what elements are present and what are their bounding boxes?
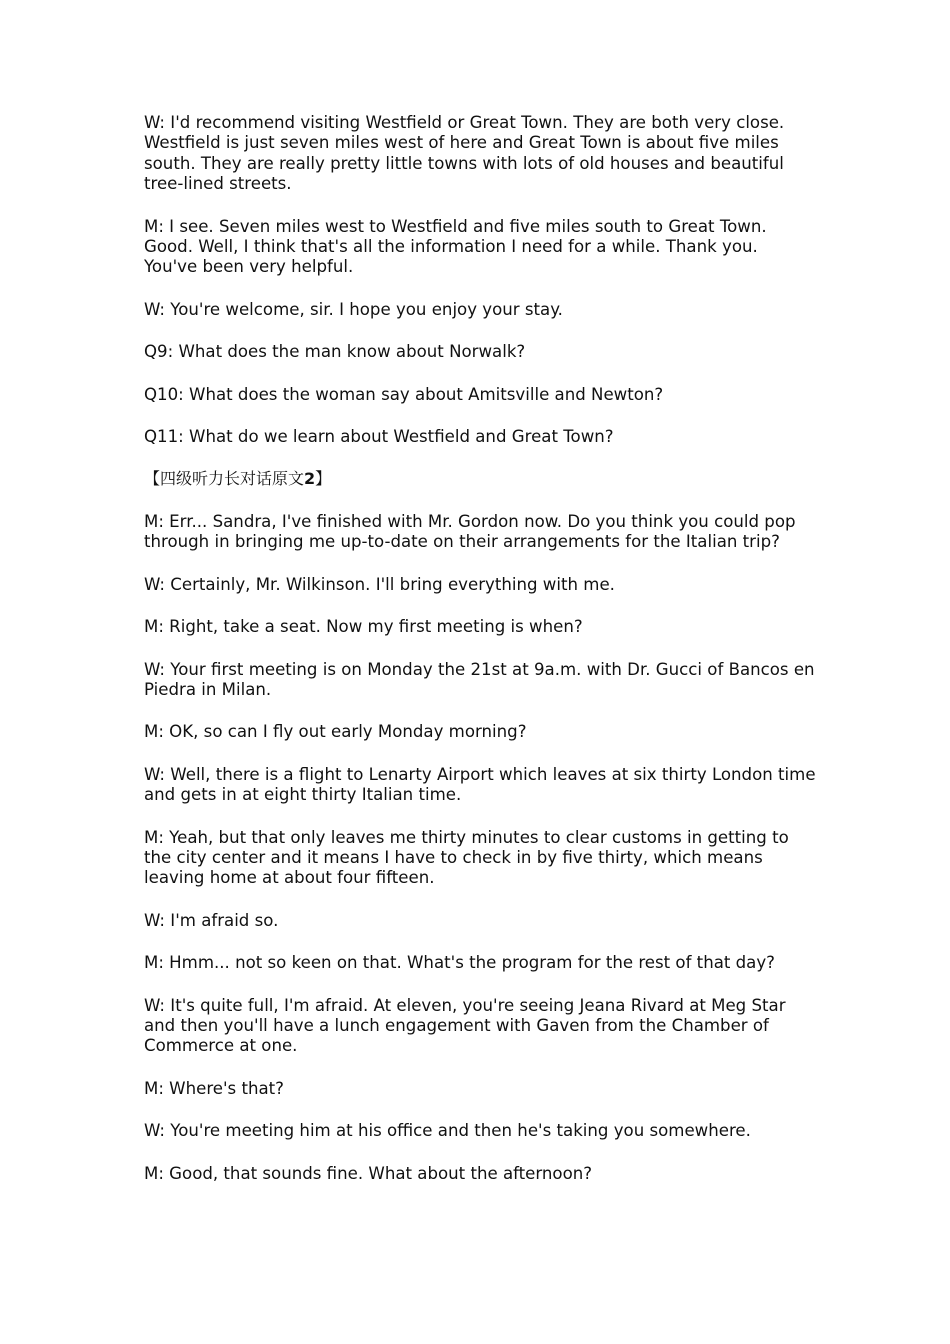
paragraph: M: Good, that sounds fine. What about the afternoon? [144, 1163, 593, 1183]
paragraph: M: Err... Sandra, I've finished with Mr. Gordon now. Do you think you could pop through in bringing me up-to-date on their arrangements for the Italian trip? [144, 511, 796, 552]
question: Q9: What does the man know about Norwalk? [144, 342, 526, 362]
paragraph: M: I see. Seven miles west to Westfield and five miles south to Great Town. Good. Well, I think that's all the information I need for a while. Thank you. You've been very helpful. [144, 216, 767, 277]
heading-text: 四级听力长对话原文 [160, 469, 305, 489]
paragraph: M: OK, so can I fly out early Monday morning? [144, 722, 527, 742]
paragraph: M: Yeah, but that only leaves me thirty minutes to clear customs in getting to the city center and it means I have to check in by five thirty, which means leaving home at about four fifteen. [144, 827, 789, 888]
heading-number: 2 [304, 469, 316, 489]
paragraph: W: Certainly, Mr. Wilkinson. I'll bring everything with me. [144, 574, 615, 594]
paragraph: W: It's quite full, I'm afraid. At eleven, you're seeing Jeana Rivard at Meg Star and then you'll have a lunch engagement with Gaven from the Chamber of Commerce at one. [144, 995, 786, 1056]
paragraph: W: I'd recommend visiting Westfield or Great Town. They are both very close. Westfield is just seven miles west of here and Great Town is about five miles south. They are really pretty little towns with lots of old houses and beautiful tree-lined streets. [144, 113, 785, 194]
heading-open-bracket: 【 [144, 469, 161, 489]
paragraph: M: Right, take a seat. Now my first meeting is when? [144, 617, 583, 637]
paragraph: W: You're welcome, sir. I hope you enjoy your stay. [144, 299, 563, 319]
question: Q11: What do we learn about Westfield and Great Town? [144, 427, 614, 447]
paragraph: W: Well, there is a flight to Lenarty Airport which leaves at six thirty London time and gets in at eight thirty Italian time. [144, 764, 816, 805]
paragraph: W: I'm afraid so. [144, 910, 279, 930]
heading-close-bracket: 】 [315, 469, 332, 489]
section-heading [144, 469, 816, 489]
paragraph: W: You're meeting him at his office and then he's taking you somewhere. [144, 1121, 751, 1141]
paragraph: W: Your first meeting is on Monday the 21st at 9a.m. with Dr. Gucci of Bancos en Piedra in Milan. [144, 659, 815, 699]
question: Q10: What does the woman say about Amitsville and Newton? [144, 384, 664, 404]
document-body [144, 113, 816, 1206]
paragraph: M: Hmm... not so keen on that. What's the program for the rest of that day? [144, 953, 775, 973]
paragraph: M: Where's that? [144, 1078, 284, 1098]
